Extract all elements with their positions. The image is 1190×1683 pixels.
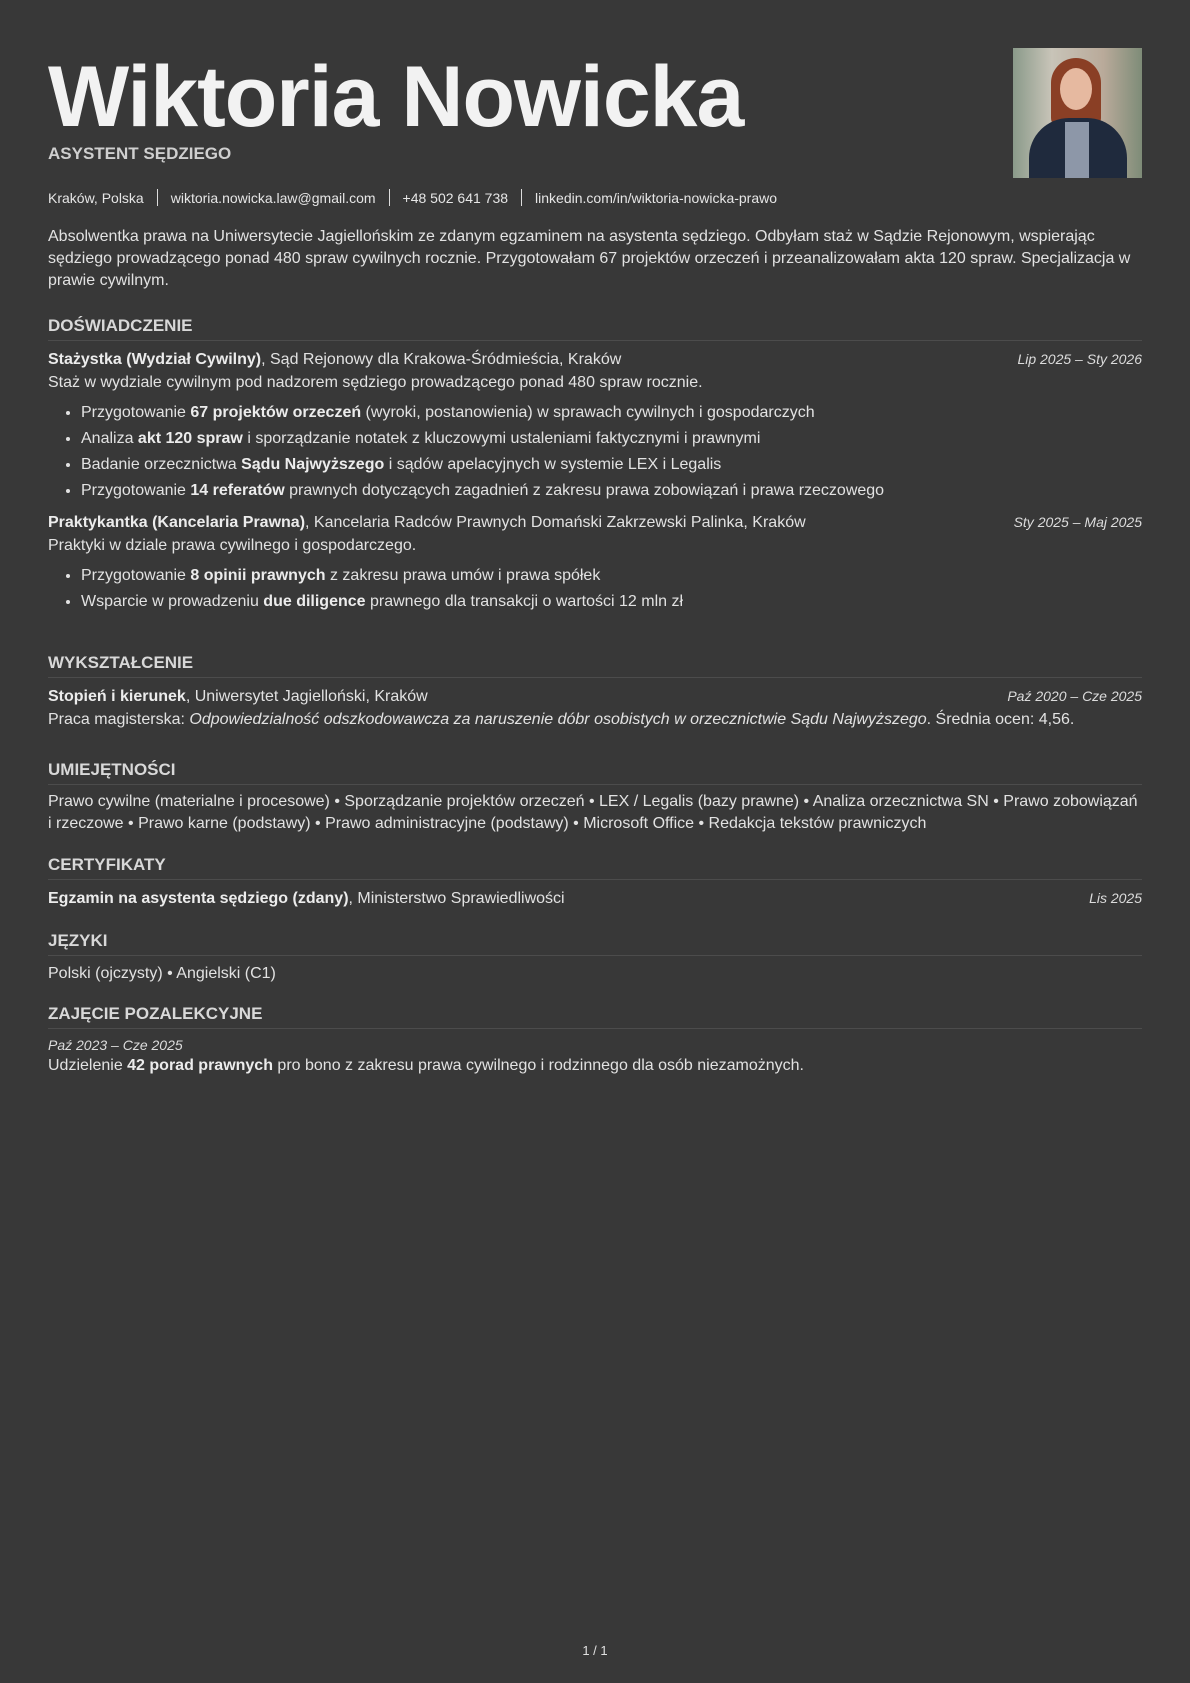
list-item: • Wsparcie w prowadzeniu due diligence prawnego dla transakcji o wartości 12 mln zł [81,589,1142,615]
languages-section [48,931,1142,985]
job-date: Lip 2025 – Sty 2026 [1017,351,1142,367]
certificate-name: Egzamin na asystenta sędziego (zdany) [48,890,349,907]
candidate-name: Wiktoria Nowicka [48,49,744,145]
certificate-row [48,890,1142,908]
extracurricular-text: Udzielenie 42 porad prawnych pro bono z zakresu prawa cywilnego i rodzinnego dla osób niezamożnych. [48,1057,804,1074]
divider [389,189,390,206]
job-description: Praktyki w dziale prawa cywilnego i gospodarczego. [48,537,417,554]
section-heading: ZAJĘCIE POZALEKCYJNE [48,1004,1142,1029]
section-heading: WYKSZTAŁCENIE [48,653,1142,678]
job-role: Stażystka (Wydział Cywilny) [48,351,262,368]
list-item: • Przygotowanie 14 referatów prawnych dotyczących zagadnień z zakresu prawa zobowiązań i prawa rzeczowego [81,478,1142,504]
job-description: Staż w wydziale cywilnym pod nadzorem sędziego prowadzącego ponad 480 spraw rocznie. [48,374,703,391]
divider [157,189,158,206]
contact-line [48,189,1142,206]
skills-section [48,760,1142,835]
education-section [48,653,1142,731]
certificate-org: , Ministerstwo Sprawiedliwości [348,890,565,907]
section-heading: DOŚWIADCZENIE [48,316,1142,341]
degree: Stopień i kierunek [48,688,186,705]
extracurricular-section [48,1004,1142,1077]
location: Kraków, Polska [48,189,144,206]
job-title: ASYSTENT SĘDZIEGO [48,144,232,163]
phone: +48 502 641 738 [402,189,509,206]
extracurricular-date: Paź 2023 – Cze 2025 [48,1037,183,1053]
job-header [48,514,1142,532]
job-role: Praktykantka (Kancelaria Prawna) [48,514,306,531]
job-date: Sty 2025 – Maj 2025 [1013,514,1142,530]
languages-list: Polski (ojczysty) • Angielski (C1) [48,965,276,982]
list-item: • Badanie orzecznictwa Sądu Najwyższego i sądów apelacyjnych w systemie LEX i Legalis [81,452,1142,478]
job-bullets [48,400,1142,504]
job-org: , Sąd Rejonowy dla Krakowa-Śródmieścia, Kraków [261,351,622,368]
job-header [48,351,1142,369]
page-number: 1 / 1 [582,1643,608,1658]
education-header [48,688,1142,706]
list-item: • Analiza akt 120 spraw i sporządzanie notatek z kluczowymi ustaleniami faktycznymi i prawnymi [81,426,1142,452]
section-heading: UMIEJĘTNOŚCI [48,760,1142,785]
email-link[interactable]: wiktoria.nowicka.law@gmail.com [170,189,376,206]
list-item: • Przygotowanie 8 opinii prawnych z zakresu prawa umów i prawa spółek [81,563,1142,589]
profile-photo [1013,48,1142,178]
section-heading: JĘZYKI [48,931,1142,956]
list-item: • Przygotowanie 67 projektów orzeczeń (wyroki, postanowienia) w sprawach cywilnych i gospodarczych [81,400,1142,426]
job-org: , Kancelaria Radców Prawnych Domański Zakrzewski Palinka, Kraków [305,514,806,531]
section-heading: CERTYFIKATY [48,855,1142,880]
linkedin-link[interactable]: linkedin.com/in/wiktoria-nowicka-prawo [535,189,778,206]
skills-list: Prawo cywilne (materialne i procesowe) • Sporządzanie projektów orzeczeń • LEX / Legalis (bazy prawne) • Analiza orzecznictwa SN • Prawo zobowiązań i rzeczowe • Prawo karne (podstawy) • Prawo administracyjne (podstawy) • Microsoft Office • Redakcja tekstów prawniczych [48,793,1138,832]
education-date: Paź 2020 – Cze 2025 [1007,688,1142,704]
certificates-section [48,855,1142,908]
experience-section [48,316,1142,615]
divider [521,189,522,206]
summary: Absolwentka prawa na Uniwersytecie Jagiellońskim ze zdanym egzaminem na asystenta sędziego. Odbyłam staż w Sądzie Rejonowym, wspierając sędziego prowadzącego ponad 480 spraw cywilnych rocznie. Przygotowałam 67 projektów orzeczeń i przeanalizowałam akta 120 spraw. Specjalizacja w prawie cywilnym. [48,228,1131,289]
school: , Uniwersytet Jagielloński, Kraków [185,688,428,705]
thesis: Praca magisterska: Odpowiedzialność odszkodowawcza za naruszenie dóbr osobistych w orzecznictwie Sądu Najwyższego. Średnia ocen: 4,56. [48,711,1075,728]
job-bullets [48,563,1142,615]
certificate-date: Lis 2025 [1089,890,1142,906]
